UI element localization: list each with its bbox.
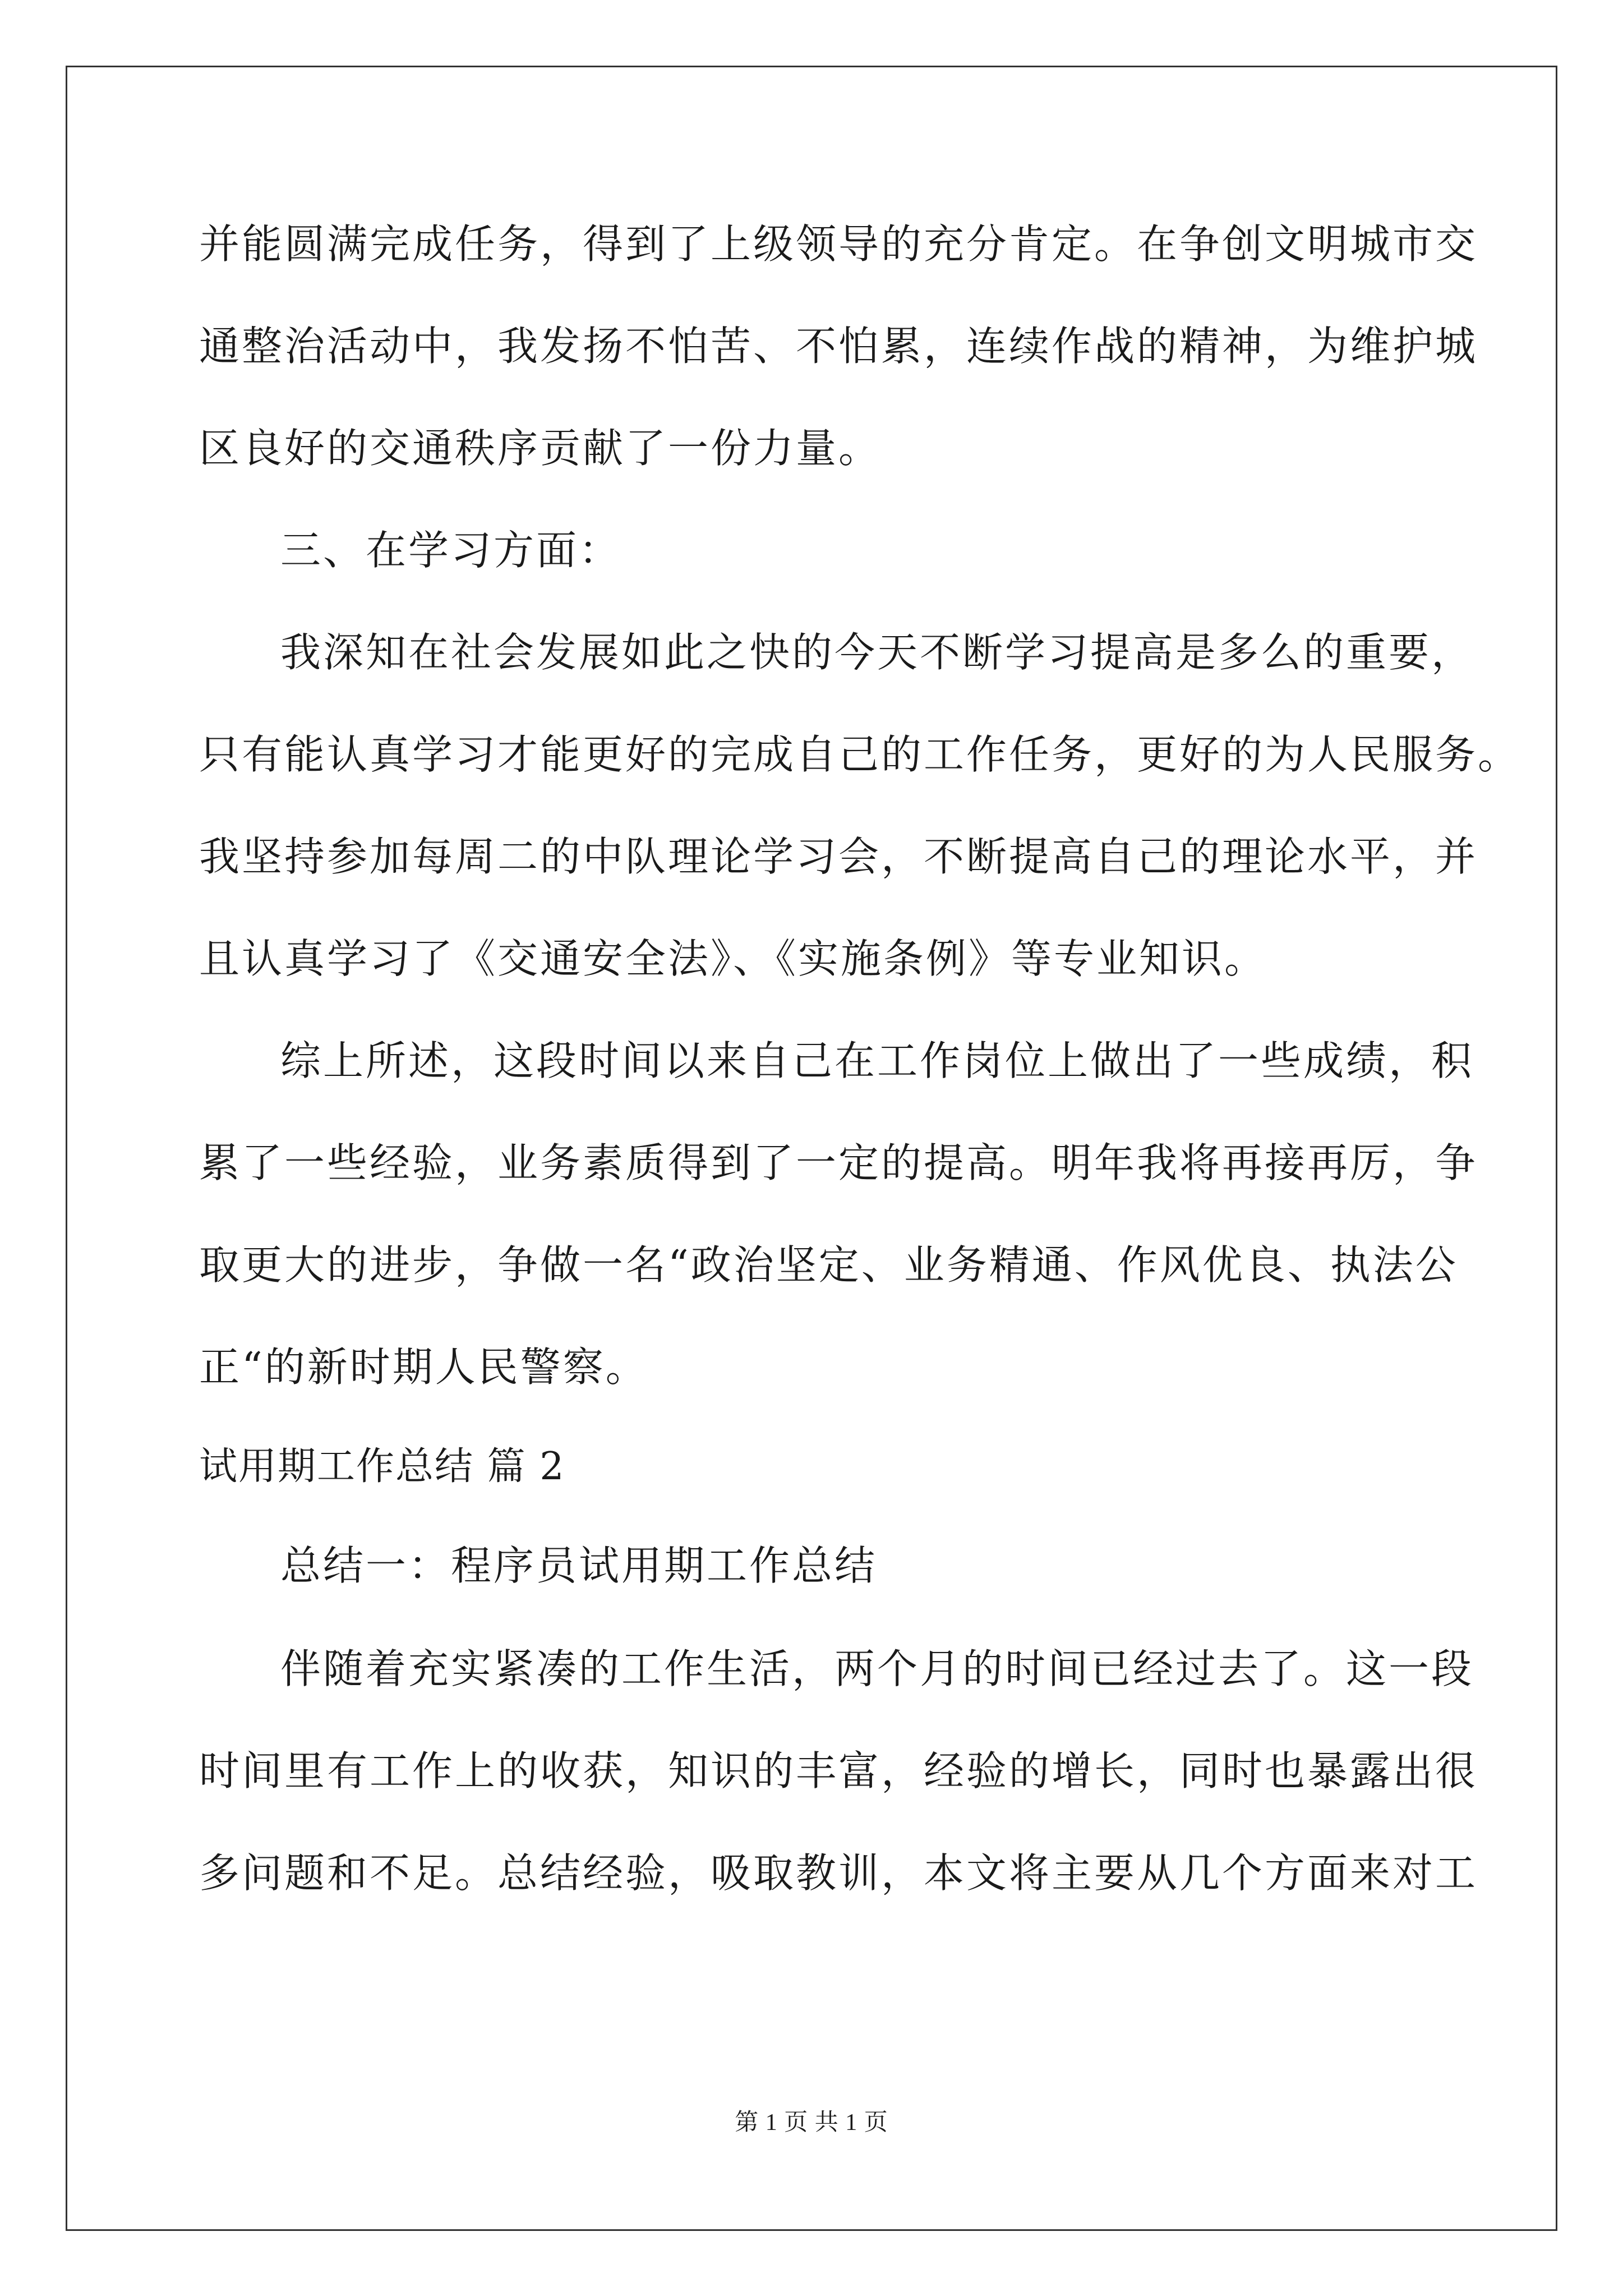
page-number-footer: 第 1 页 共 1 页 [735,2110,888,2136]
article-heading: 试用期工作总结 篇 2 [199,1444,565,1489]
paragraph-line: 且认真学习了《交通安全法》、《实施条例》等专业知识。 [199,935,1267,982]
paragraph-line: 只有能认真学习才能更好的完成自己的工作任务，更好的为人民服务。 [199,731,1521,778]
paragraph-line: 取更大的进步，争做一名“政治坚定、业务精通、作风优良、执法公 [199,1241,1458,1289]
paragraph-line: 综上所述，这段时间以来自己在工作岗位上做出了一些成绩，积 [280,1037,1474,1084]
paragraph-line: 伴随着充实紧凑的工作生活，两个月的时间已经过去了。这一段 [280,1645,1474,1692]
paragraph-line: 我坚持参加每周二的中队理论学习会，不断提高自己的理论水平，并 [199,833,1478,880]
paragraph-line: 正“的新时期人民警察。 [199,1343,648,1391]
paragraph-line: 区良好的交通秩序贡献了一份力量。 [199,425,882,472]
paragraph-line: 累了一些经验，业务素质得到了一定的提高。明年我将再接再厉，争 [199,1139,1478,1186]
paragraph-line: 通整治活动中，我发扬不怕苦、不怕累，连续作战的精神，为维护城 [199,323,1478,370]
paragraph-line: 并能圆满完成任务，得到了上级领导的充分肯定。在争创文明城市交 [199,220,1478,268]
paragraph-line: 多问题和不足。总结经验，吸取教训，本文将主要从几个方面来对工 [199,1849,1478,1897]
section-heading: 总结一：程序员试用期工作总结 [280,1542,878,1589]
paragraph-line: 我深知在社会发展如此之快的今天不断学习提高是多么的重要， [280,629,1474,676]
paragraph-line: 时间里有工作上的收获，知识的丰富，经验的增长，同时也暴露出很 [199,1747,1478,1795]
section-heading: 三、在学习方面： [280,527,622,574]
